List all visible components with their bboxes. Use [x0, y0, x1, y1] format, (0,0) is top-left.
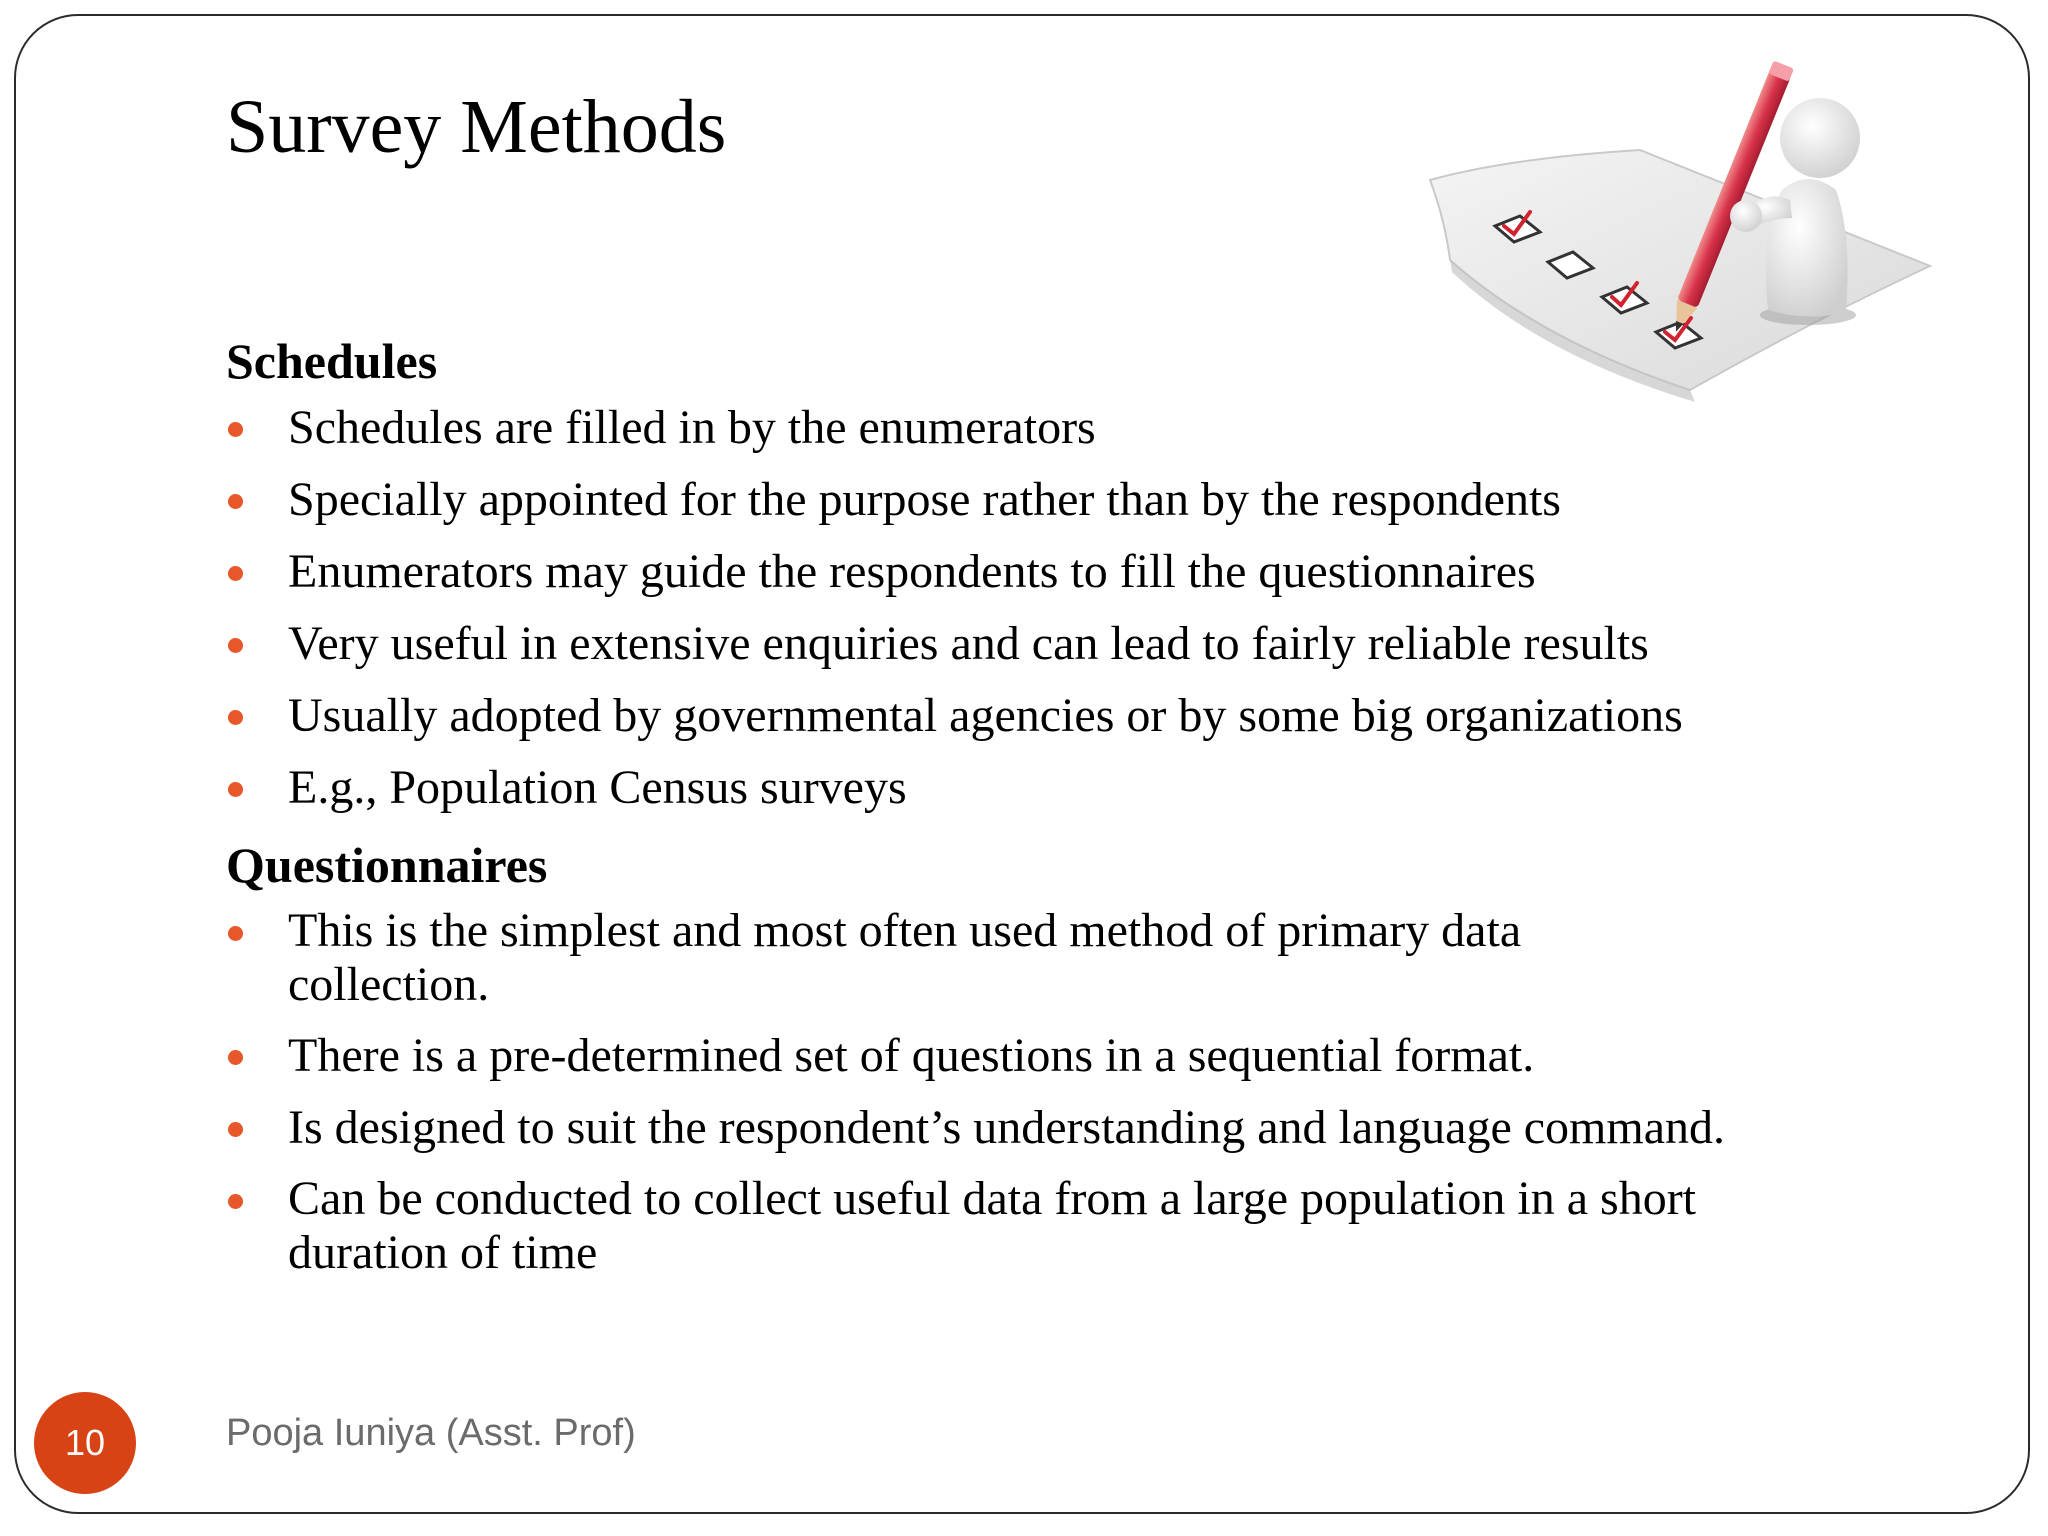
list-item	[226, 1100, 1866, 1156]
questionnaires-list	[226, 904, 1866, 1280]
list-item	[226, 1172, 1866, 1280]
bullet-dot-icon	[228, 1194, 243, 1209]
bullet-dot-icon	[228, 1122, 243, 1137]
bullet-dot-icon	[228, 638, 243, 653]
list-item-text: Very useful in extensive enquiries and can lead to fairly reliable results	[288, 617, 1649, 670]
list-item	[226, 616, 1866, 672]
bullet-dot-icon	[228, 494, 243, 509]
list-item-text: Can be conducted to collect useful data from a large population in a short duration of time	[288, 1172, 1697, 1279]
slide-title: Survey Methods	[226, 85, 727, 169]
list-item-text: Is designed to suit the respondent’s understanding and language command.	[288, 1101, 1726, 1154]
footer-author: Pooja Iuniya (Asst. Prof)	[226, 1412, 636, 1454]
bullet-dot-icon	[228, 710, 243, 725]
list-item	[226, 688, 1866, 744]
slide-number-badge: 10	[34, 1392, 136, 1494]
list-item	[226, 904, 1866, 1012]
list-item	[226, 472, 1866, 528]
bullet-dot-icon	[228, 782, 243, 797]
list-item-text: Usually adopted by governmental agencies or by some big organizations	[288, 689, 1683, 742]
list-item	[226, 544, 1866, 600]
list-item	[226, 1028, 1866, 1084]
list-item-text: Specially appointed for the purpose rather than by the respondents	[288, 473, 1561, 526]
bullet-dot-icon	[228, 926, 243, 941]
list-item-text: There is a pre-determined set of questions in a sequential format.	[288, 1029, 1535, 1082]
list-item	[226, 400, 1866, 456]
bullet-dot-icon	[228, 1050, 243, 1065]
list-item-text: This is the simplest and most often used method of primary data collection.	[288, 904, 1522, 1011]
list-item-text: Enumerators may guide the respondents to fill the questionnaires	[288, 545, 1536, 598]
section-heading-schedules: Schedules	[226, 333, 438, 389]
bullet-dot-icon	[228, 566, 243, 581]
list-item-text: E.g., Population Census surveys	[288, 761, 907, 814]
section-heading-questionnaires: Questionnaires	[226, 837, 548, 893]
list-item	[226, 760, 1866, 816]
schedules-list	[226, 400, 1866, 816]
list-item-text: Schedules are filled in by the enumerators	[288, 401, 1096, 454]
bullet-dot-icon	[228, 422, 243, 437]
slide-content	[226, 328, 1866, 1296]
